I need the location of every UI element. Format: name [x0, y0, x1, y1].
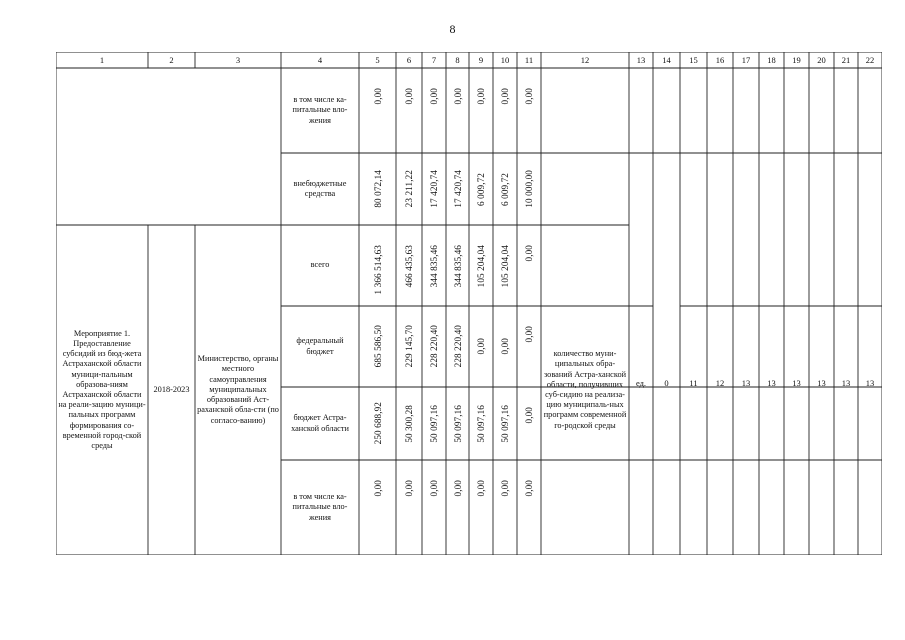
top-row-value-text: 6 009,72: [500, 172, 510, 206]
top-row-value: [469, 153, 493, 225]
event-row-value-text: 0,00: [524, 480, 534, 497]
event-row-value-text: 1 366 514,63: [372, 245, 383, 295]
top-row-value-text: 23 211,22: [404, 170, 414, 208]
event-row-value: [446, 225, 469, 306]
event-row-value: [469, 460, 493, 555]
event-row-value-text: 344 835,46: [429, 245, 439, 288]
indicator-value: 0: [664, 378, 669, 388]
header-col-18: 18: [767, 55, 776, 65]
top-row-value: [359, 68, 396, 153]
page-number: 8: [449, 22, 456, 36]
event-row-value: [446, 306, 469, 387]
event-row-value-text: 0,00: [500, 338, 510, 355]
event-row-value: [493, 460, 517, 555]
event-row-value-text: 0,00: [524, 326, 534, 343]
header-col-3: 3: [235, 55, 241, 65]
indicator-value: 13: [767, 378, 776, 388]
event-row-value: [493, 225, 517, 306]
event-row-label: федеральный бюджет: [296, 336, 344, 356]
event-row-value: [422, 306, 446, 387]
header-col-7: 7: [431, 55, 437, 65]
event-row-value-text: 344 835,46: [452, 245, 463, 288]
indicator-value: 13: [817, 378, 826, 388]
event-row-value: [359, 306, 396, 387]
header-col-15: 15: [689, 55, 698, 65]
top-row-value-text: 0,00: [372, 88, 383, 105]
event-period: 2018-2023: [153, 384, 190, 394]
header-col-12: 12: [580, 55, 590, 65]
indicator-value: 11: [689, 378, 698, 388]
header-col-21: 21: [841, 55, 851, 65]
event-row-value-text: 0,00: [500, 480, 510, 497]
event-row-value: [517, 225, 541, 306]
header-col-14: 14: [662, 55, 671, 65]
event-row-value-text: 50 097,16: [452, 404, 463, 443]
budget-table: [56, 52, 882, 555]
event-row-value-text: 0,00: [429, 480, 439, 497]
indicator-value: 13: [841, 378, 851, 388]
top-row-value-text: 10 000,00: [524, 170, 534, 208]
top-row-value-text: 0,00: [404, 88, 414, 105]
top-row-value: [396, 153, 422, 225]
event-row-value: [396, 306, 422, 387]
top-row-value: [493, 68, 517, 153]
header-col-17: 17: [741, 55, 751, 65]
header-col-16: 16: [715, 55, 725, 65]
header-col-4: 4: [317, 55, 323, 65]
event-row-value: [469, 306, 493, 387]
indicator-unit: ед.: [635, 378, 647, 388]
top-row-value: [422, 68, 446, 153]
event-row-value-text: 229 145,70: [404, 325, 414, 368]
header-col-22: 22: [865, 55, 875, 65]
event-row-value-text: 0,00: [452, 480, 463, 497]
event-name: Мероприятие 1. Предоставление субсидий из бюд-жета Астраханской области муници-пальным образова-ниям Астраханской области на реали-зацию муници-пальных программ формирования со-временной город-ской среды: [58, 328, 146, 451]
event-row-value-text: 50 097,16: [500, 404, 510, 443]
event-row-value-text: 685 586,50: [372, 325, 383, 368]
event-row-value: [469, 225, 493, 306]
event-row-value-text: 105 204,04: [476, 245, 486, 288]
top-row-label: внебюджетные средства: [293, 178, 347, 198]
header-col-6: 6: [406, 55, 412, 65]
indicator-value: 12: [715, 378, 725, 388]
top-row-value-text: 17 420,74: [429, 170, 439, 208]
event-row-value: [469, 387, 493, 460]
top-row-value-text: 0,00: [500, 88, 510, 105]
event-row-value-text: 228 220,40: [429, 325, 439, 368]
event-row-value-text: 0,00: [404, 480, 414, 497]
header-col-11: 11: [524, 55, 534, 65]
top-row-value-text: 6 009,72: [476, 172, 486, 206]
event-row-label: бюджет Астра-ханской области: [291, 413, 349, 433]
event-row-value: [422, 460, 446, 555]
event-row-value: [493, 306, 517, 387]
event-row-value: [446, 460, 469, 555]
top-row-value-text: 0,00: [524, 88, 534, 105]
header-col-10: 10: [500, 55, 510, 65]
header-col-1: 1: [99, 55, 105, 65]
event-row-value: [396, 460, 422, 555]
header-col-8: 8: [455, 55, 460, 65]
event-row-value-text: 466 435,63: [404, 245, 414, 288]
event-row-value: [517, 306, 541, 387]
top-row-value: [517, 68, 541, 153]
top-row-value: [517, 153, 541, 225]
event-row-value: [359, 460, 396, 555]
event-row-value-text: 105 204,04: [500, 245, 510, 288]
event-row-value: [396, 387, 422, 460]
event-row-value-text: 228 220,40: [452, 325, 463, 368]
top-row-value: [396, 68, 422, 153]
top-row-value: [446, 68, 469, 153]
top-row-value: [469, 68, 493, 153]
top-row-value-text: 17 420,74: [452, 170, 463, 208]
event-row-value: [517, 387, 541, 460]
event-row-value-text: 50 300,28: [404, 404, 414, 443]
top-row-value: [359, 153, 396, 225]
header-col-19: 19: [792, 55, 801, 65]
header-col-20: 20: [817, 55, 826, 65]
event-row-value: [359, 225, 396, 306]
event-row-value-text: 50 097,16: [429, 404, 439, 443]
event-row-value: [396, 225, 422, 306]
event-row-value: [422, 387, 446, 460]
event-row-value: [517, 460, 541, 555]
event-row-value-text: 250 688,92: [372, 402, 383, 445]
event-row-value-text: 0,00: [524, 245, 534, 262]
top-row-value-text: 0,00: [452, 88, 463, 105]
event-row-value: [446, 387, 469, 460]
top-row-value-text: 0,00: [476, 88, 486, 105]
event-row-value-text: 0,00: [476, 338, 486, 355]
header-col-13: 13: [636, 55, 646, 65]
event-row-value-text: 0,00: [372, 480, 383, 497]
event-row-value: [422, 225, 446, 306]
top-row-value: [422, 153, 446, 225]
indicator-value: 13: [792, 378, 801, 388]
top-row-value: [446, 153, 469, 225]
event-row-value-text: 0,00: [476, 480, 486, 497]
event-row-value-text: 0,00: [524, 407, 534, 424]
top-row-label: в том числе ка-питальные вло-жения: [292, 95, 348, 125]
header-col-9: 9: [478, 55, 484, 65]
event-row-label: в том числе ка-питальные вло-жения: [292, 492, 348, 522]
header-col-2: 2: [169, 55, 174, 65]
top-row-value-text: 80 072,14: [372, 170, 383, 208]
event-executor: Министерство, органы местного самоуправления муниципальных образований Аст-раханской обла-сти (по согласо-ванию): [197, 354, 279, 425]
indicator-value: 13: [741, 378, 751, 388]
header-col-5: 5: [375, 55, 380, 65]
event-row-value: [359, 387, 396, 460]
indicator-value: 13: [865, 378, 875, 388]
top-row-value: [493, 153, 517, 225]
event-row-label: всего: [310, 260, 330, 270]
event-row-value-text: 50 097,16: [476, 404, 486, 443]
event-indicator: количество муни-ципальных обра-зований Астра-ханской области, получивших суб-сидию на реализа-цию муниципаль-ных программ современной го-родской среды: [543, 349, 627, 430]
top-row-value-text: 0,00: [429, 88, 439, 105]
event-row-value: [493, 387, 517, 460]
